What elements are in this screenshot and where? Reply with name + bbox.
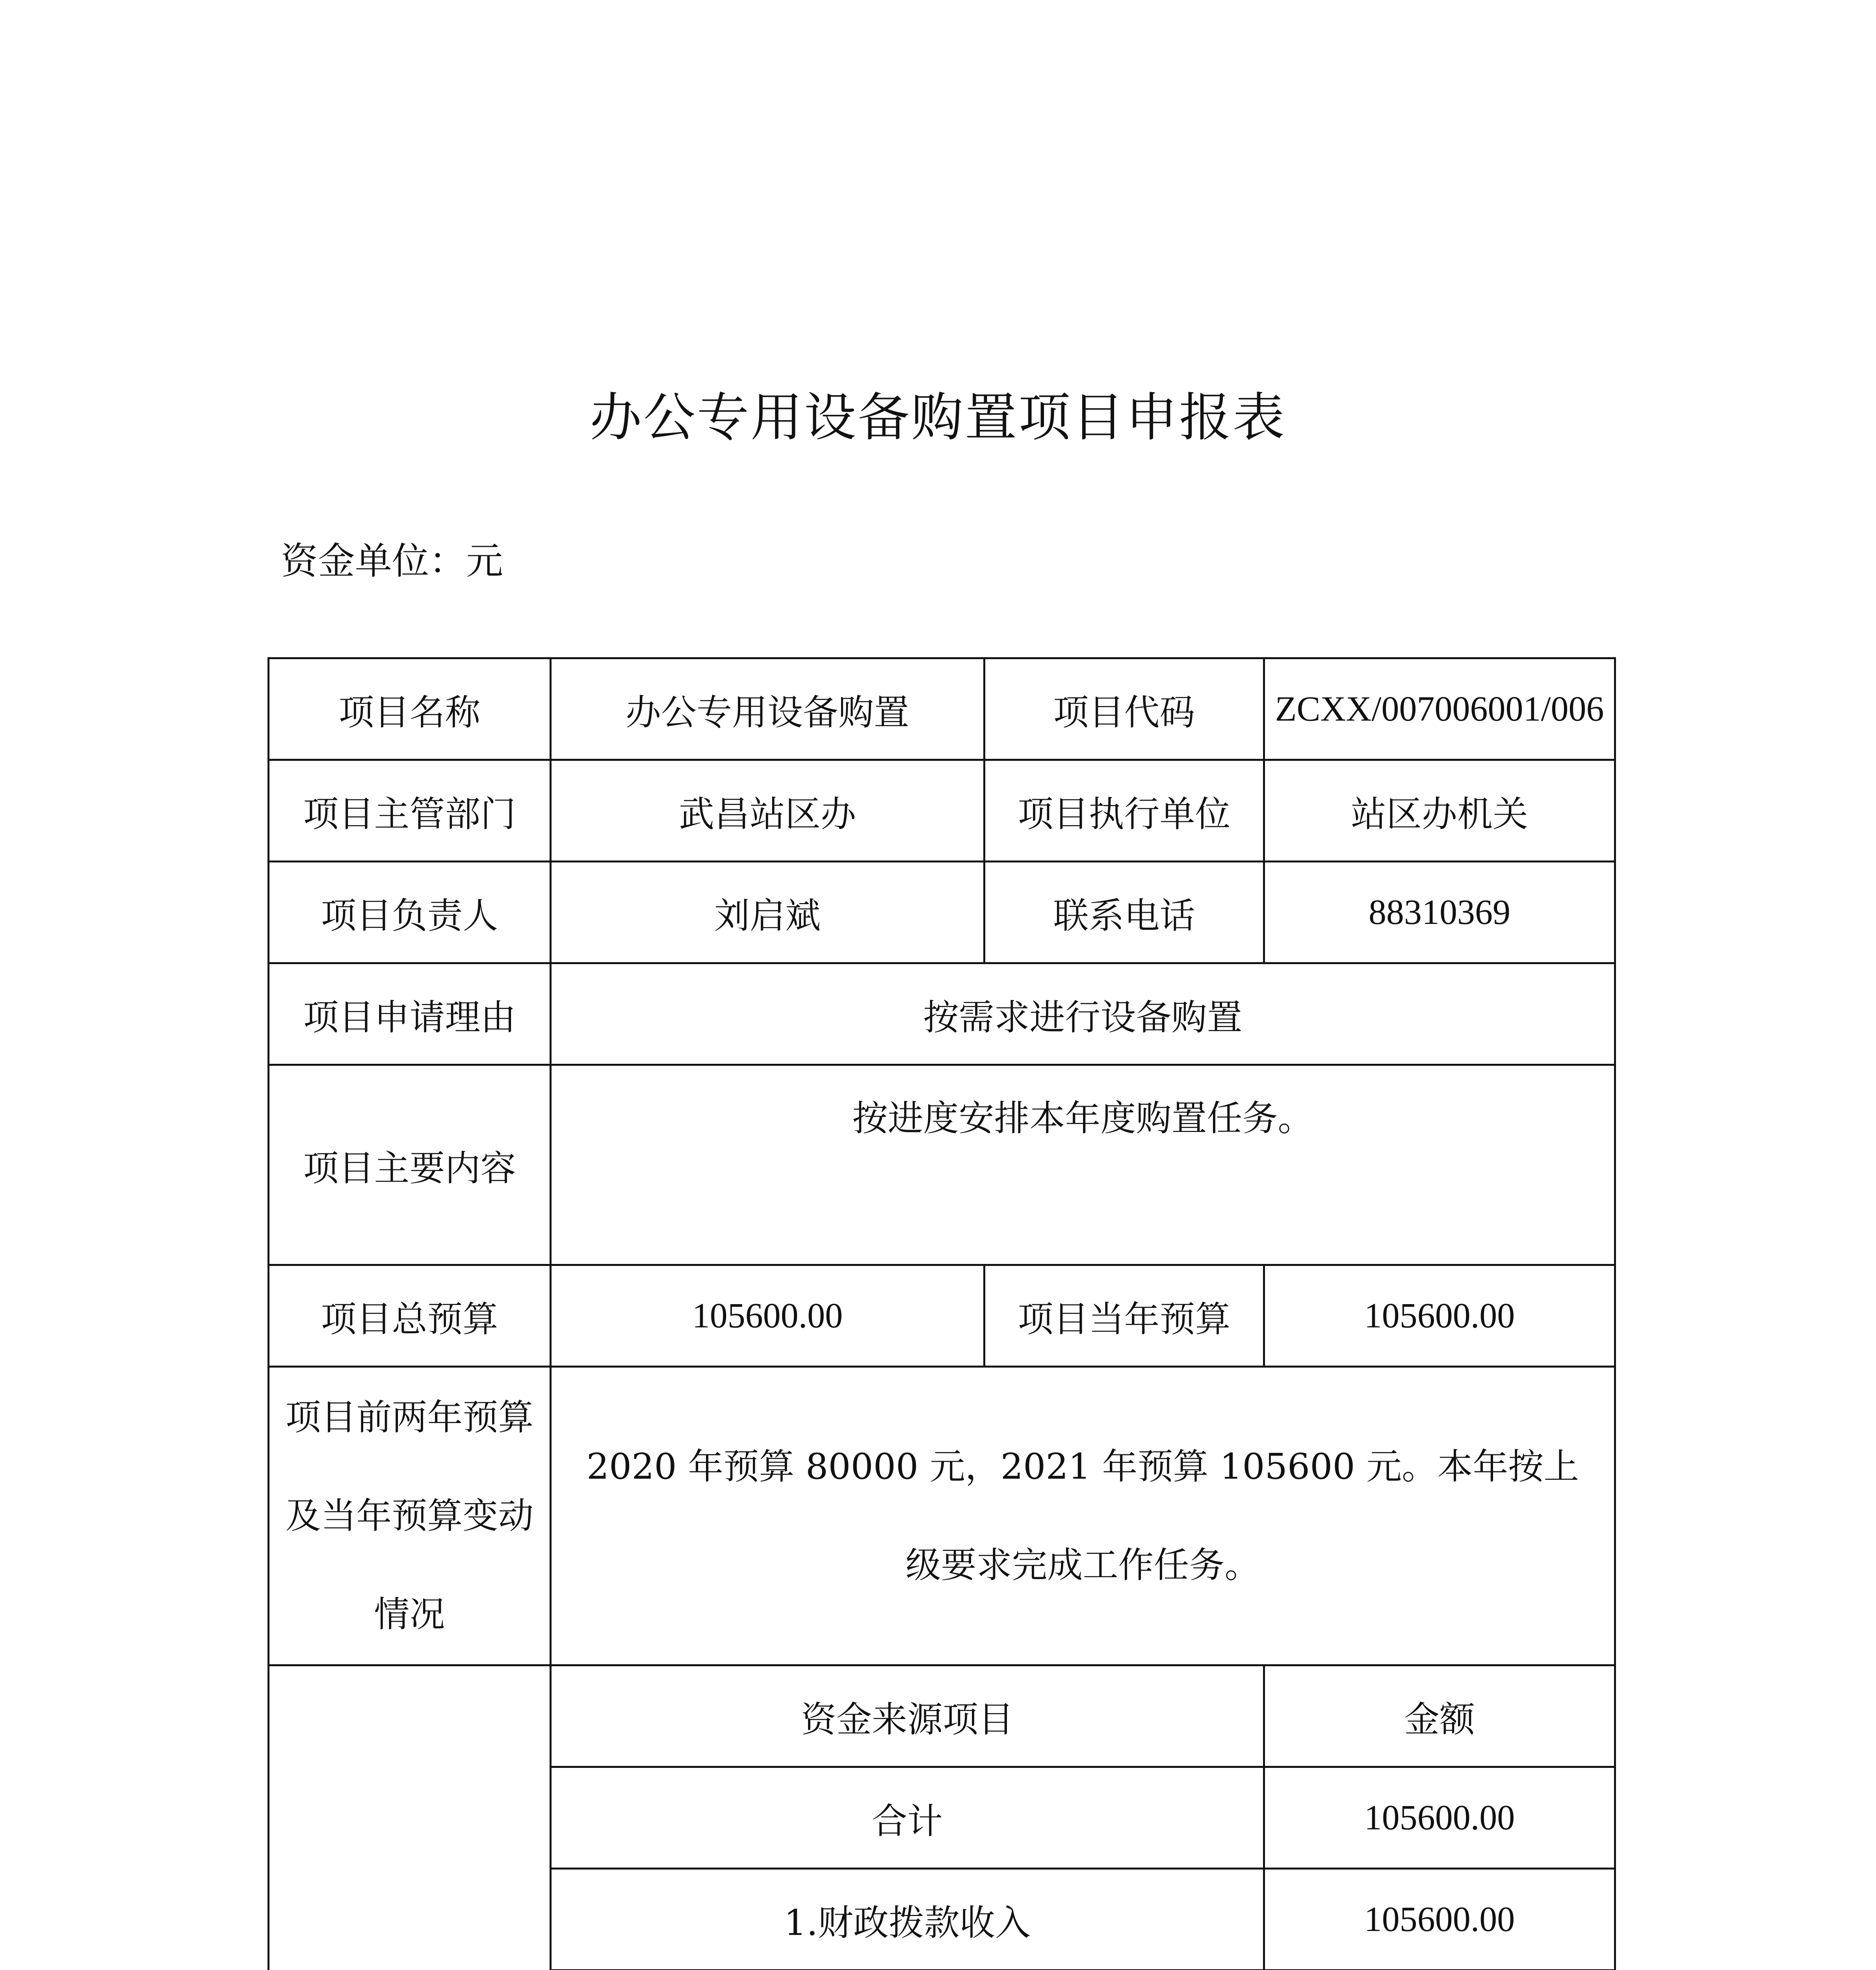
application-reason-label: 项目申请理由 bbox=[269, 963, 551, 1065]
fund-unit-label: 资金单位：元 bbox=[281, 540, 503, 583]
funding-item-amount: 105600.00 bbox=[1264, 1869, 1615, 1970]
project-leader-value: 刘启斌 bbox=[551, 862, 984, 963]
project-name-label: 项目名称 bbox=[269, 658, 551, 760]
budget-history-label: 项目前两年预算及当年预算变动情况 bbox=[269, 1367, 551, 1665]
phone-label: 联系电话 bbox=[984, 862, 1264, 963]
total-budget-label: 项目总预算 bbox=[269, 1265, 551, 1367]
department-label: 项目主管部门 bbox=[269, 760, 551, 862]
funding-item-name: 1.财政拨款收入 bbox=[551, 1869, 1264, 1970]
funding-item-name: 合计 bbox=[551, 1767, 1264, 1869]
row-department bbox=[269, 760, 1615, 862]
funding-item-header: 资金来源项目 bbox=[551, 1665, 1264, 1767]
funding-header-row bbox=[269, 1665, 1615, 1767]
row-reason bbox=[269, 963, 1615, 1065]
application-form-table bbox=[267, 657, 1616, 1970]
project-code-label: 项目代码 bbox=[984, 658, 1264, 760]
main-content-value: 按进度安排本年度购置任务。 bbox=[551, 1065, 1615, 1265]
total-budget-value: 105600.00 bbox=[551, 1265, 984, 1367]
project-leader-label: 项目负责人 bbox=[269, 862, 551, 963]
funding-source-label bbox=[269, 1665, 551, 1970]
phone-value: 88310369 bbox=[1264, 862, 1615, 963]
row-leader bbox=[269, 862, 1615, 963]
funding-amount-header: 金额 bbox=[1264, 1665, 1615, 1767]
budget-history-value: 2020 年预算 80000 元，2021 年预算 105600 元。本年按上级要求完成工作任务。 bbox=[551, 1367, 1615, 1665]
row-content bbox=[269, 1065, 1615, 1265]
row-budget bbox=[269, 1265, 1615, 1367]
page-title: 办公专用设备购置项目申报表 bbox=[590, 387, 1286, 448]
project-name-value: 办公专用设备购置 bbox=[551, 658, 984, 760]
executing-unit-label: 项目执行单位 bbox=[984, 760, 1264, 862]
project-code-value: ZCXX/007006001/006 bbox=[1264, 658, 1615, 760]
main-content-label: 项目主要内容 bbox=[269, 1065, 551, 1265]
row-project-name bbox=[269, 658, 1615, 760]
annual-budget-value: 105600.00 bbox=[1264, 1265, 1615, 1367]
row-budget-history bbox=[269, 1367, 1615, 1665]
application-reason-value: 按需求进行设备购置 bbox=[551, 963, 1615, 1065]
annual-budget-label: 项目当年预算 bbox=[984, 1265, 1264, 1367]
funding-item-amount: 105600.00 bbox=[1264, 1767, 1615, 1869]
executing-unit-value: 站区办机关 bbox=[1264, 760, 1615, 862]
department-value: 武昌站区办 bbox=[551, 760, 984, 862]
